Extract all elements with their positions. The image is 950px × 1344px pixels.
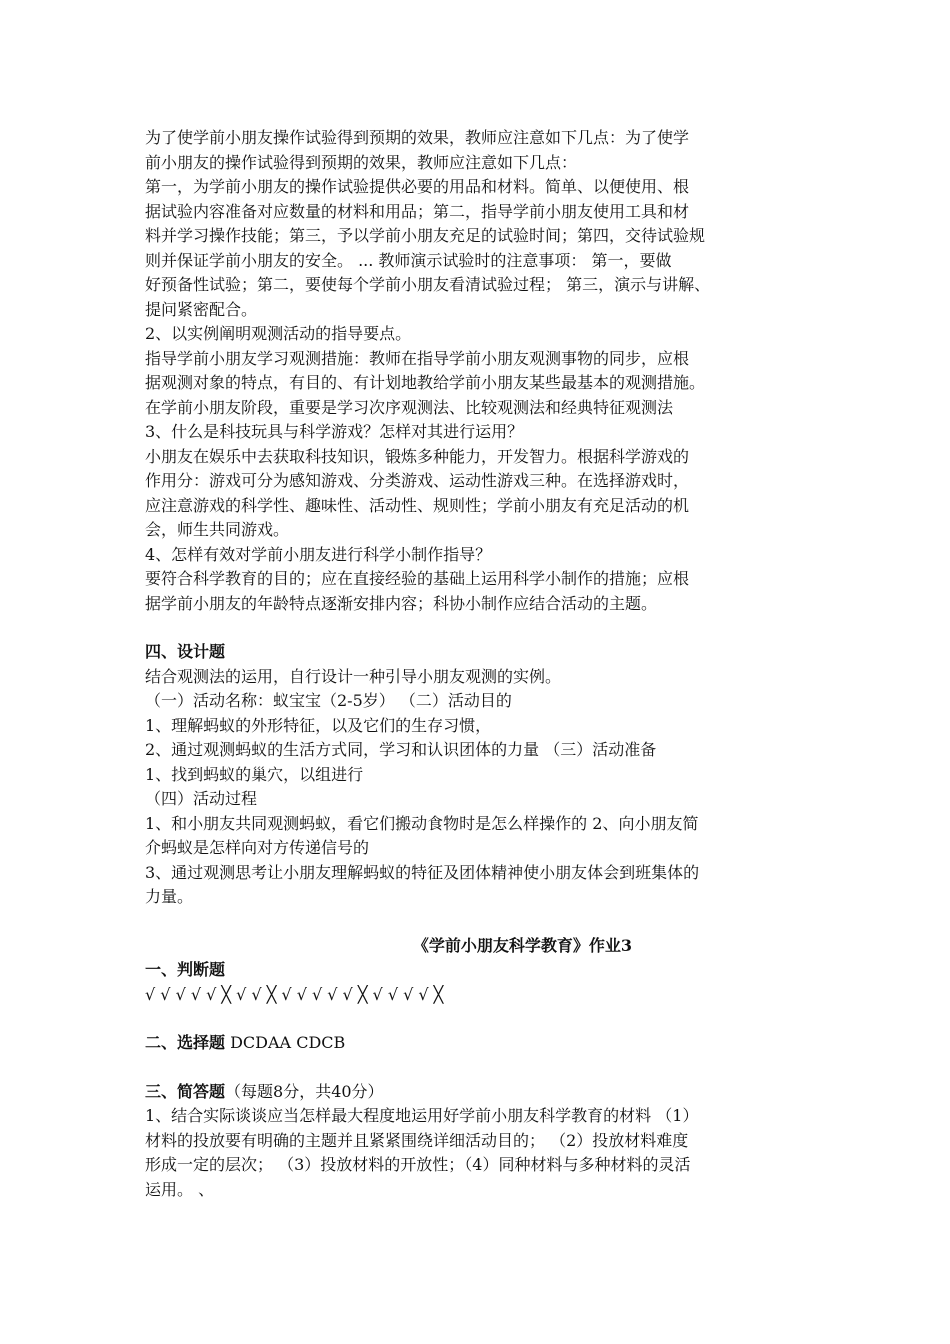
text-line: 好预备性试验；第二，要使每个学前小朋友看清试验过程； 第三，演示与讲解、 <box>145 275 711 294</box>
short-answer-line <box>145 1080 830 1105</box>
text-line: 1、理解蚂蚁的外形特征，以及它们的生存习惯， <box>145 715 492 735</box>
choice-line <box>145 1031 830 1056</box>
text-line: 力量。 <box>145 887 194 906</box>
text-line: 1、和小朋友共同观测蚂蚁，看它们搬动食物时是怎么样操作的 2、向小朋友简 <box>145 813 699 833</box>
text-line: 4、怎样有效对学前小朋友进行科学小制作指导？ <box>145 544 492 564</box>
text-line: 第一，为学前小朋友的操作试验提供必要的用品和材料。简单、以便使用、根 <box>145 177 690 196</box>
spacer <box>145 910 830 934</box>
text-line: 指导学前小朋友学习观测措施：教师在指导学前小朋友观测事物的同步，应根 <box>145 348 690 368</box>
text-line: 结合观测法的运用，自行设计一种引导小朋友观测的实例。 <box>145 666 562 686</box>
text-line: 在学前小朋友阶段，重要是学习次序观测法、比较观测法和经典特征观测法 <box>145 397 674 417</box>
section-title-judge: 一、判断题 <box>145 960 226 979</box>
section-title-short-answer: 三、简答题 <box>145 1081 226 1101</box>
section-title-design: 四、设计题 <box>145 642 226 661</box>
text-line: 据试验内容准备对应数量的材料和用品；第二，指导学前小朋友使用工具和材 <box>145 201 690 221</box>
answer-block-3 <box>145 1104 830 1202</box>
spacer <box>145 616 830 640</box>
choice-answers: DCDAA CDCB <box>225 1033 346 1052</box>
text-line: 2、以实例阐明观测活动的指导要点。 <box>145 324 412 343</box>
spacer <box>145 1056 830 1080</box>
text-line: 会，师生共同游戏。 <box>145 520 290 539</box>
text-line: 1、结合实际谈谈应当怎样最大程度地运用好学前小朋友科学教育的材料 （1） <box>145 1106 699 1125</box>
text-line: （四）活动过程 <box>145 789 258 808</box>
text-line: 前小朋友的操作试验得到预期的效果，教师应注意如下几点： <box>145 152 578 172</box>
text-line: 形成一定的层次； （3）投放材料的开放性；（4）同种材料与多种材料的灵活 <box>145 1155 691 1174</box>
judge-answers: √ √ √ √ √ ╳ √ √ ╳ √ √ √ √ √ ╳ √ √ √ √ ╳ <box>145 984 444 1004</box>
text-line: （一）活动名称：蚁宝宝（2-5岁） （二）活动目的 <box>145 691 512 710</box>
text-line: 据观测对象的特点，有目的、有计划地教给学前小朋友某些最基本的观测措施。 <box>145 373 706 392</box>
homework-title: 《学前小朋友科学教育》作业3 <box>412 935 633 955</box>
text-line: 1、找到蚂蚁的巢穴，以组进行 <box>145 764 364 784</box>
text-line: 料并学习操作技能；第三，予以学前小朋友充足的试验时间；第四，交待试验规 <box>145 226 706 245</box>
text-line: 要符合科学教育的目的；应在直接经验的基础上运用科学小制作的措施；应根 <box>145 569 690 588</box>
text-line: 3、通过观测思考让小朋友理解蚂蚁的特征及团体精神使小朋友体会到班集体的 <box>145 862 700 882</box>
short-answer-note: （每题8分，共40分） <box>225 1081 384 1101</box>
answer-block-2 <box>145 665 830 910</box>
text-line: 为了使学前小朋友操作试验得到预期的效果，教师应注意如下几点：为了使学 <box>145 128 690 147</box>
text-line: 作用分：游戏可分为感知游戏、分类游戏、运动性游戏三种。在选择游戏时， <box>145 471 690 490</box>
text-line: 材料的投放要有明确的主题并且紧紧围绕详细活动目的； （2）投放材料难度 <box>145 1130 689 1150</box>
text-line: 运用。 、 <box>145 1179 215 1199</box>
text-line: 据学前小朋友的年龄特点逐渐安排内容；科协小制作应结合活动的主题。 <box>145 593 658 613</box>
text-line: 应注意游戏的科学性、趣味性、活动性、规则性；学前小朋友有充足活动的机 <box>145 495 690 515</box>
section-title-choice: 二、选择题 <box>145 1033 226 1052</box>
answer-block-1 <box>145 126 830 616</box>
text-line: 则并保证学前小朋友的安全。 ... 教师演示试验时的注意事项： 第一，要做 <box>145 250 672 270</box>
spacer <box>145 1007 830 1031</box>
text-line: 小朋友在娱乐中去获取科技知识，锻炼多种能力，开发智力。根据科学游戏的 <box>145 446 690 466</box>
text-line: 提问紧密配合。 <box>145 299 258 319</box>
text-line: 3、什么是科技玩具与科学游戏？怎样对其进行运用？ <box>145 422 524 441</box>
text-line: 2、通过观测蚂蚁的生活方式同，学习和认识团体的力量 （三）活动准备 <box>145 740 657 759</box>
text-line: 介蚂蚁是怎样向对方传递信号的 <box>145 838 370 857</box>
